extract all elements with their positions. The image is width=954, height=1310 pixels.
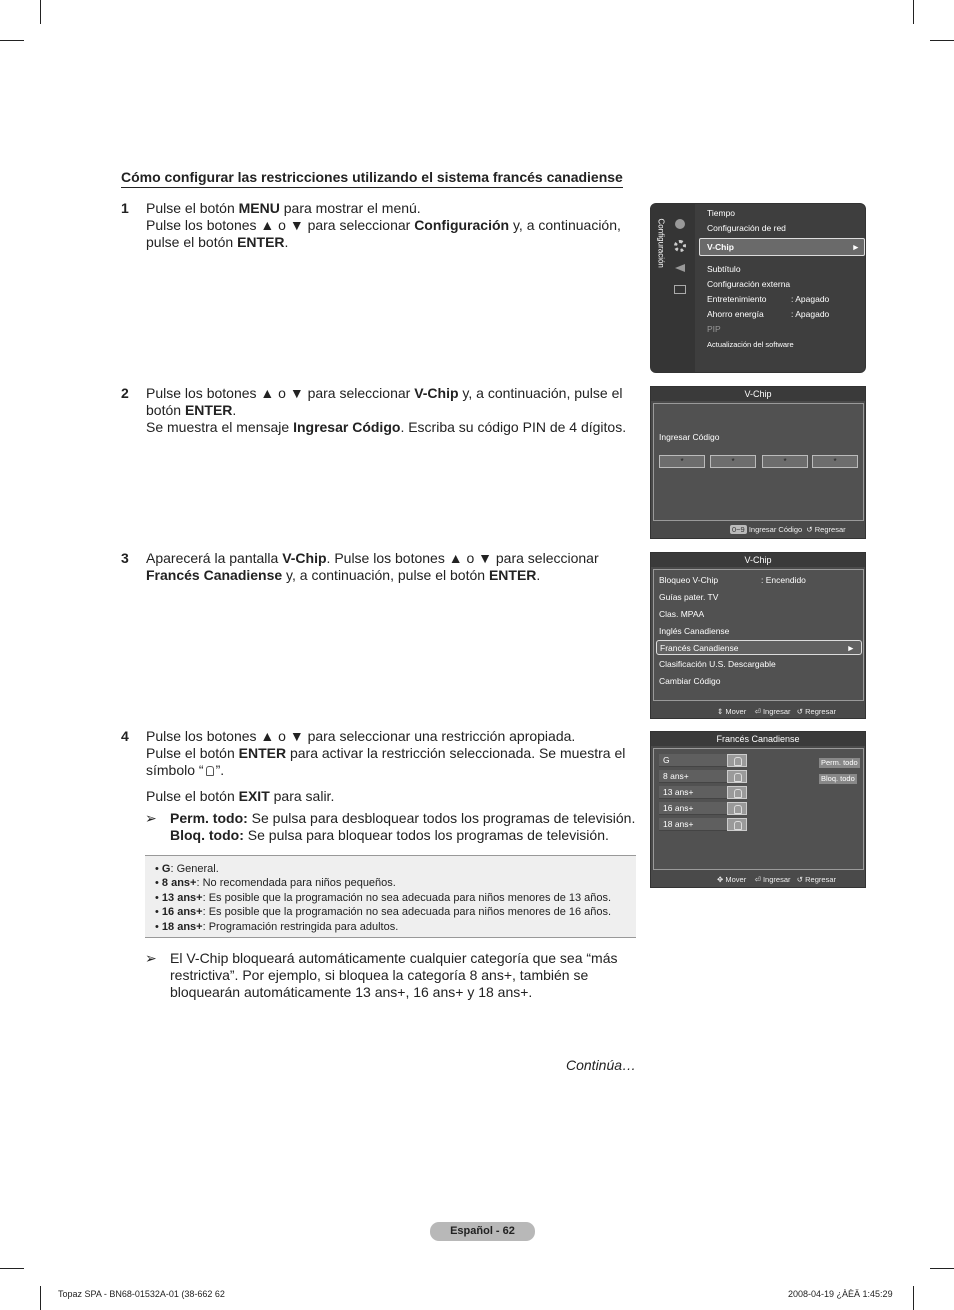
- move-icon: ✥: [717, 875, 724, 884]
- rating-item[interactable]: 8 ans+: [659, 770, 727, 783]
- menu-item[interactable]: Actualización del software: [707, 340, 794, 349]
- pin-digit[interactable]: *: [762, 455, 808, 468]
- menu-item[interactable]: Ahorro energía: [707, 309, 764, 319]
- screen-title: V-Chip: [651, 387, 865, 401]
- enter-icon: ⏎: [754, 707, 761, 716]
- key-badge: 0~9: [732, 525, 745, 534]
- screen-title: Francés Canadiense: [651, 732, 865, 746]
- footer-right: 2008-04-19 ¿ÀÈÄ 1:45:29: [788, 1289, 893, 1299]
- tip-text: El V-Chip bloqueará automáticamente cualquier categoría que sea “más restrictiva”. Por ejemplo, si bloquea la categoría 8 ans+, también se bloquearán automáticamente 13 ans+, 16 ans+ y 18 ans+.: [170, 950, 618, 1000]
- continue-text: Continúa…: [566, 1057, 637, 1073]
- antenna-icon: [675, 264, 685, 272]
- vchip-item-selected[interactable]: [656, 640, 862, 655]
- menu-item[interactable]: Tiempo: [707, 208, 736, 218]
- lock-icon: [727, 770, 747, 783]
- step-3: [121, 550, 636, 584]
- right-arrow-icon: ►: [851, 242, 860, 252]
- tip-vchip: [145, 950, 640, 1001]
- step-line: Pulse los botones ▲ o ▼ para seleccionar Configuración y, a continuación, pulse el botón ENTER.: [146, 217, 621, 250]
- bloq-label: Bloq. todo:: [170, 827, 244, 843]
- picture-icon: [675, 219, 685, 229]
- crop-mark: [913, 0, 914, 24]
- step-line: Se muestra el mensaje Ingresar Código. Escriba su código PIN de 4 dígitos.: [146, 419, 627, 435]
- step-number: 1: [121, 200, 129, 216]
- menu-value: : Apagado: [791, 294, 830, 304]
- return-icon: ↺: [796, 875, 804, 884]
- crop-mark: [0, 40, 24, 41]
- vchip-item[interactable]: Inglés Canadiense: [659, 626, 730, 636]
- lock-icon: [727, 786, 747, 799]
- footer-left: Topaz SPA - BN68-01532A-01 (38-662 62: [58, 1289, 225, 1299]
- screen-title: V-Chip: [651, 553, 865, 567]
- rating-notes: [145, 855, 636, 938]
- crop-mark: [40, 1286, 41, 1310]
- note-item: • 18 ans+: Programación restringida para adultos.: [155, 920, 626, 934]
- screen-footer: ⇕ Mover ⏎ Ingresar ↺ Regresar: [717, 707, 836, 716]
- vchip-item[interactable]: Cambiar Código: [659, 676, 721, 686]
- crop-mark: [40, 0, 41, 24]
- pin-digit[interactable]: *: [812, 455, 858, 468]
- step-line: Pulse los botones ▲ o ▼ para seleccionar una restricción apropiada.: [146, 728, 576, 744]
- screen-configuracion: [650, 203, 866, 373]
- section-title: Cómo configurar las restricciones utilizando el sistema francés canadiense: [121, 169, 623, 188]
- screen-footer: ✥ Mover ⏎ Ingresar ↺ Regresar: [717, 875, 836, 884]
- right-arrow-icon: ►: [846, 643, 855, 653]
- lock-icon: [727, 802, 747, 815]
- arrow-icon: ➢: [145, 950, 157, 966]
- crop-mark: [930, 1268, 954, 1269]
- gear-icon: [674, 240, 686, 252]
- step-2: [121, 385, 636, 436]
- step-number: 2: [121, 385, 129, 401]
- vchip-item-label: Francés Canadiense: [660, 643, 739, 653]
- sidebar: [651, 204, 695, 372]
- lock-icon: [727, 754, 747, 767]
- menu-item[interactable]: Configuración externa: [707, 279, 791, 289]
- note-item: • 13 ans+: Es posible que la programación no sea adecuada para niños menores de 13 años.: [155, 891, 626, 905]
- menu-item-selected[interactable]: [699, 238, 865, 256]
- screen-frances-canadiense: [650, 731, 866, 888]
- pin-digit[interactable]: *: [710, 455, 756, 468]
- menu-value: : Apagado: [791, 309, 830, 319]
- step-1: [121, 200, 636, 251]
- return-icon: ↺: [796, 707, 804, 716]
- step-number: 3: [121, 550, 129, 566]
- screen-footer: 0~9 Ingresar Código ↺ Regresar: [732, 525, 846, 534]
- crop-mark: [930, 40, 954, 41]
- rating-item[interactable]: 13 ans+: [659, 786, 727, 799]
- pin-prompt: Ingresar Código: [659, 432, 720, 442]
- return-icon: ↺: [806, 525, 813, 534]
- pin-digit[interactable]: *: [659, 455, 705, 468]
- note-item: • 16 ans+: Es posible que la programación no sea adecuada para niños menores de 16 años.: [155, 905, 626, 919]
- note-item: • G: General.: [155, 862, 626, 876]
- rating-item[interactable]: 16 ans+: [659, 802, 727, 815]
- rating-item[interactable]: G: [659, 754, 727, 767]
- perm-todo-button[interactable]: Perm. todo: [821, 758, 858, 767]
- vchip-item[interactable]: Clasificación U.S. Descargable: [659, 659, 776, 669]
- screen-vchip: [650, 552, 866, 719]
- menu-item-disabled: PIP: [707, 324, 721, 334]
- perm-label: Perm. todo:: [170, 810, 248, 826]
- perm-text: Se pulsa para desbloquear todos los programas de televisión.: [247, 810, 636, 826]
- sidebar-label: Configuración: [656, 218, 666, 268]
- step-line: Pulse el botón EXIT para salir.: [146, 788, 335, 804]
- rating-item[interactable]: 18 ans+: [659, 818, 727, 831]
- crop-mark: [0, 1268, 24, 1269]
- menu-item[interactable]: Entretenimiento: [707, 294, 767, 304]
- step-line: Pulse los botones ▲ o ▼ para seleccionar V-Chip y, a continuación, pulse el botón ENTER.: [146, 385, 623, 418]
- vchip-item[interactable]: Clas. MPAA: [659, 609, 705, 619]
- lock-icon: [206, 766, 214, 776]
- vchip-value: : Encendido: [761, 575, 806, 585]
- menu-item[interactable]: Configuración de red: [707, 223, 786, 233]
- step-4: [121, 728, 636, 805]
- menu-item[interactable]: Subtítulo: [707, 264, 741, 274]
- bloq-text: Se pulsa para bloquear todos los programas de televisión.: [243, 827, 609, 843]
- step-number: 4: [121, 728, 129, 744]
- crop-mark: [913, 1286, 914, 1310]
- updown-icon: ⇕: [717, 707, 724, 716]
- bloq-todo-button[interactable]: Bloq. todo: [821, 774, 855, 783]
- vchip-item[interactable]: Bloqueo V-Chip: [659, 575, 719, 585]
- menu-item-label: V-Chip: [707, 242, 734, 252]
- lock-icon: [727, 818, 747, 831]
- step-line: Pulse el botón ENTER para activar la restricción seleccionada. Se muestra el símbolo “ ”.: [146, 745, 626, 778]
- enter-icon: ⏎: [754, 875, 761, 884]
- vchip-item[interactable]: Guías pater. TV: [659, 592, 719, 602]
- step-line: Aparecerá la pantalla V-Chip. Pulse los botones ▲ o ▼ para seleccionar Francés Canadiense y, a continuación, pulse el botón ENTER.: [146, 550, 599, 583]
- step-line: Pulse el botón MENU para mostrar el menú.: [146, 200, 421, 216]
- note-item: • 8 ans+: No recomendada para niños pequeños.: [155, 876, 626, 890]
- tip-perm-bloq: [145, 810, 640, 844]
- page-number: Español - 62: [430, 1222, 535, 1241]
- input-icon: [674, 285, 686, 294]
- arrow-icon: ➢: [145, 810, 157, 826]
